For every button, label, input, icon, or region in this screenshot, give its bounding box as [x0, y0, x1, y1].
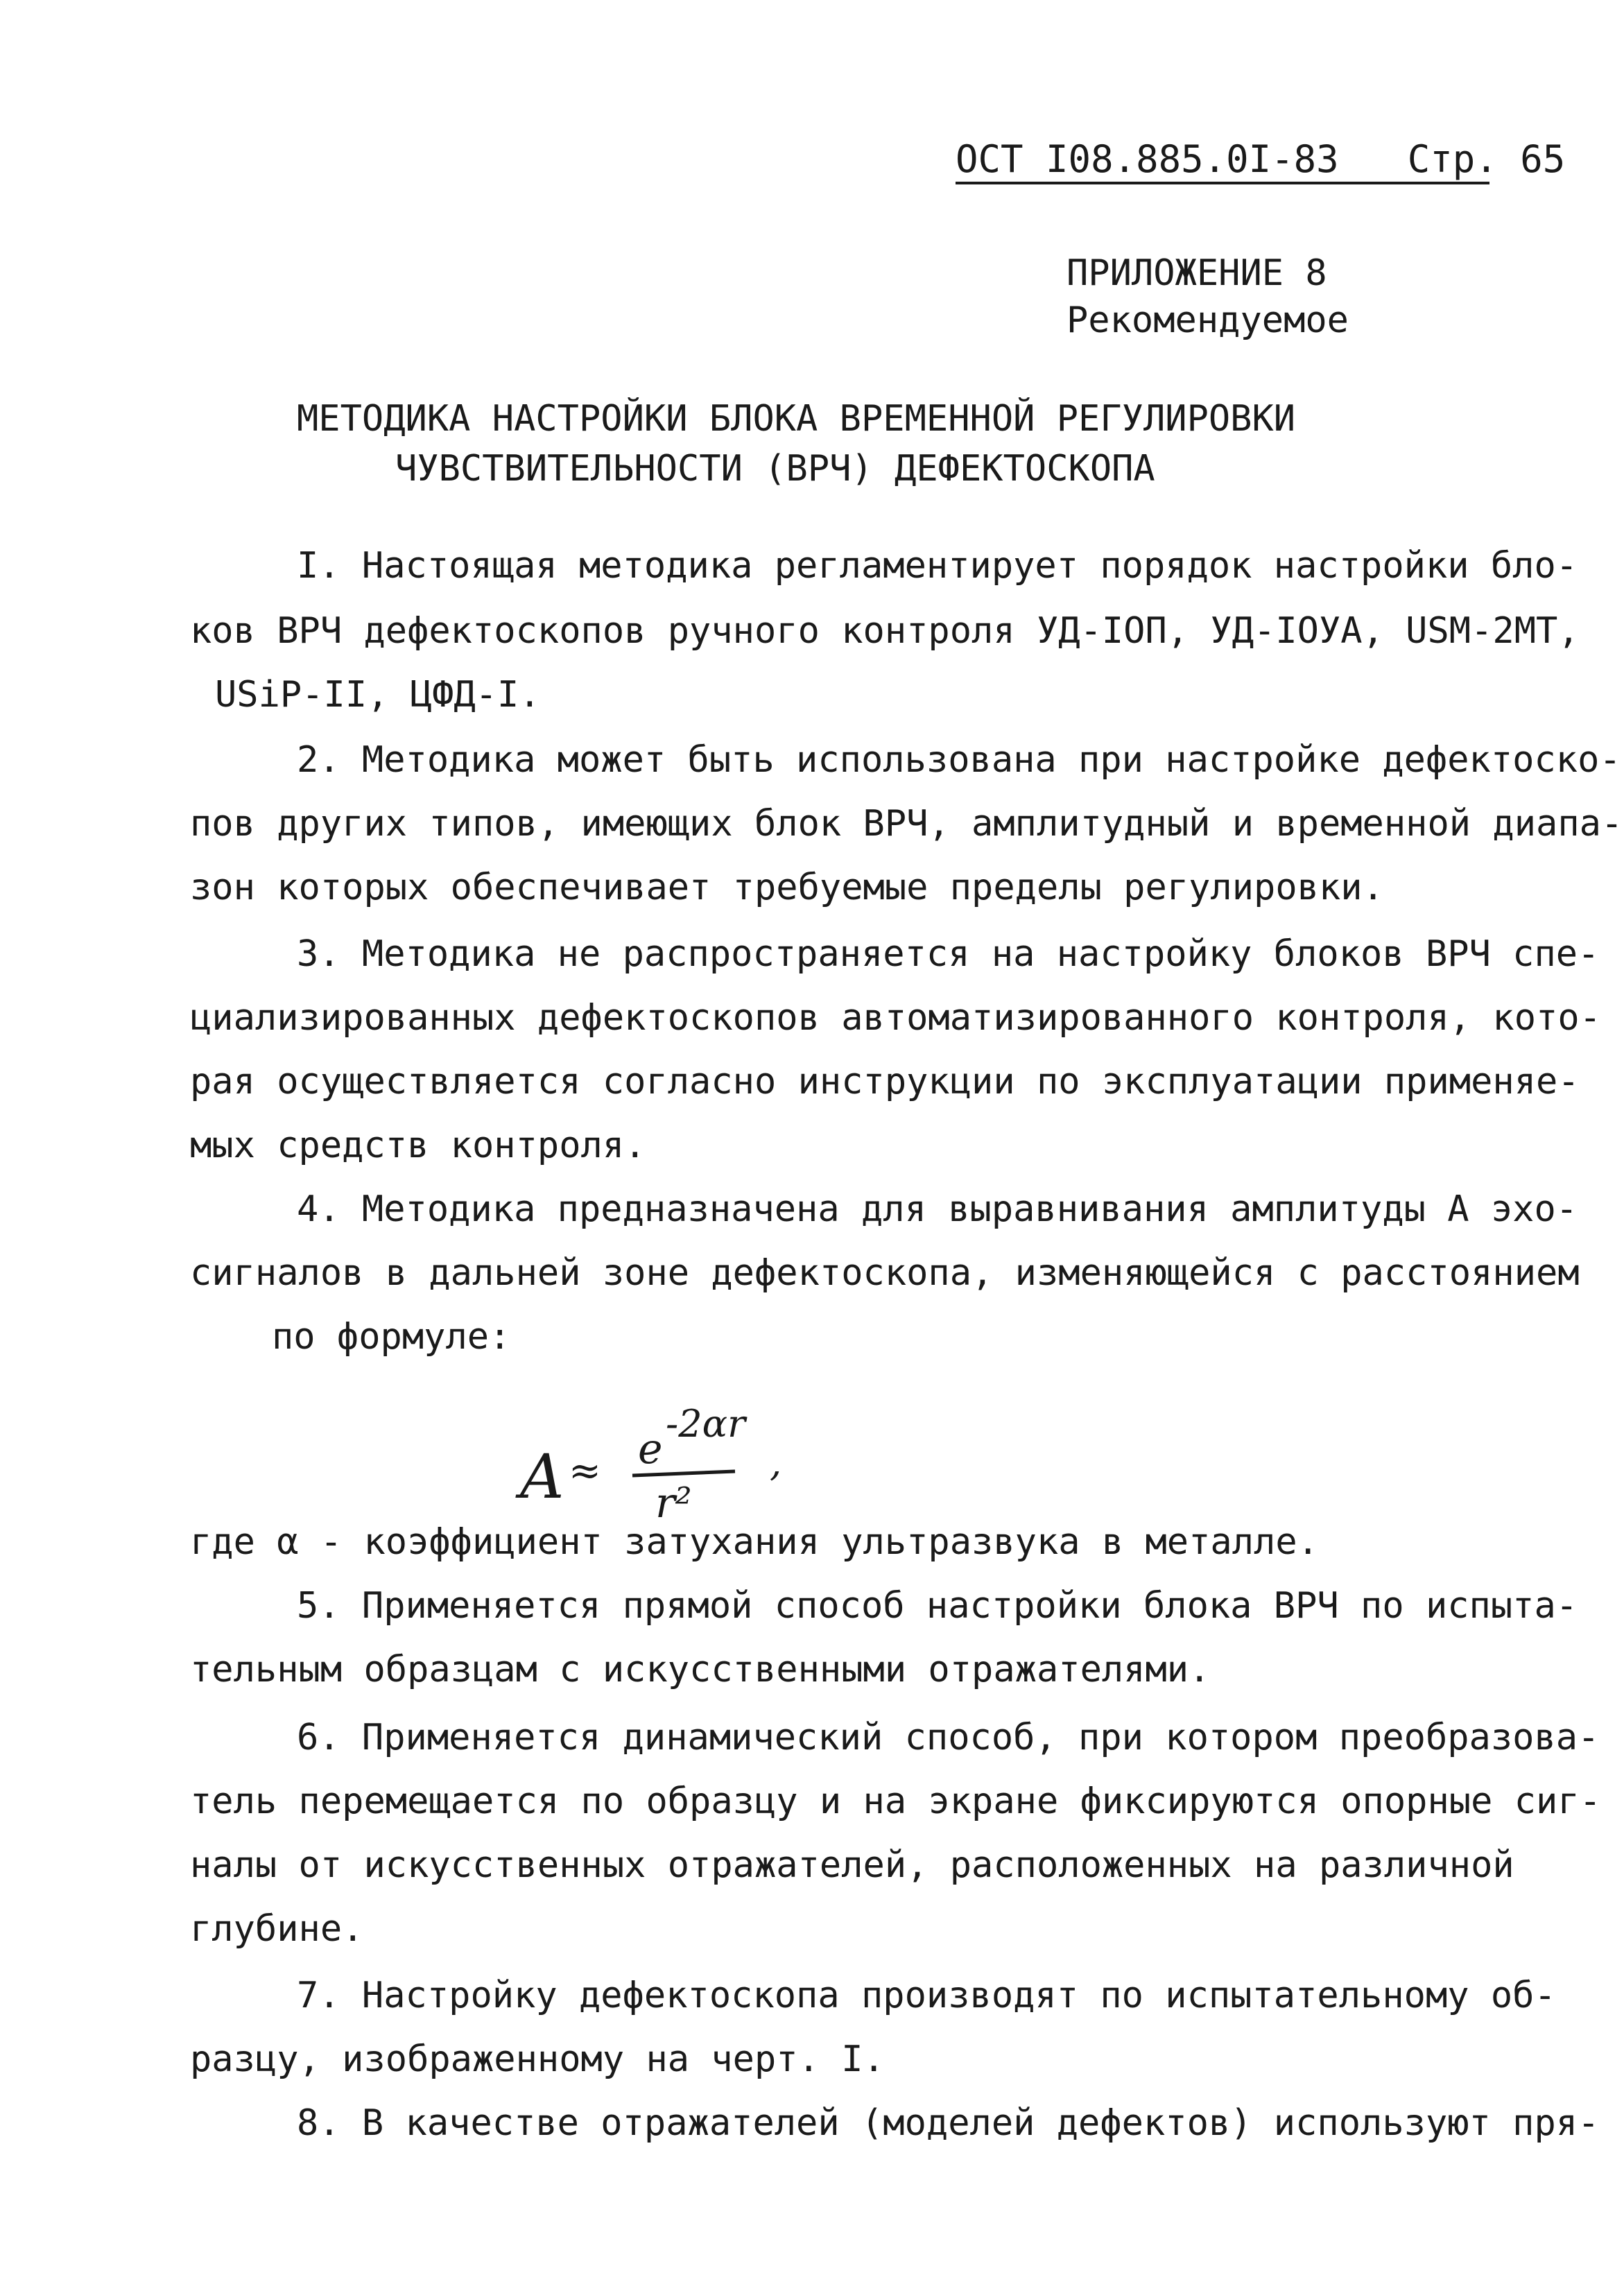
para-4-line-4: где α - коэффициент затухания ультразвука в металле. — [190, 1521, 1319, 1563]
doc-title-line2: ЧУВСТВИТЕЛЬНОСТИ (ВРЧ) ДЕФЕКТОСКОПА — [395, 448, 1155, 490]
formula-graphic — [513, 1394, 874, 1532]
formula-approx: ≈ — [569, 1448, 601, 1494]
para-1-line-1: I. Настоящая методика регламентирует порядок настройки бло- — [297, 545, 1578, 587]
para-5-line-1: 5. Применяется прямой способ настройки блока ВРЧ по испыта- — [297, 1585, 1578, 1627]
para-1-line-2: ков ВРЧ дефектоскопов ручного контроля УД-IОП, УД-IОУА, USM-2МТ, — [190, 610, 1580, 652]
page-number: Стр. 65 — [1407, 137, 1566, 181]
formula-denominator: r² — [655, 1479, 692, 1528]
appendix-subtitle: Рекомендуемое — [1066, 300, 1349, 341]
para-1-line-3: USiP-II, ЦФД-I. — [215, 674, 541, 716]
para-7-line-1: 7. Настройку дефектоскопа производят по испытательному об- — [297, 1975, 1556, 2016]
para-3-line-2: циализированных дефектоскопов автоматизированного контроля, кото- — [190, 997, 1601, 1039]
para-2-line-3: зон которых обеспечивает требуемые пределы регулировки. — [190, 867, 1384, 908]
doc-header — [956, 137, 1565, 181]
formula-base: e — [638, 1425, 663, 1473]
formula-comma: , — [770, 1441, 782, 1485]
attenuation-formula — [513, 1394, 874, 1532]
para-7-line-2: разцу, изображенному на черт. I. — [190, 2039, 885, 2080]
para-5-line-2: тельным образцам с искусственными отражателями. — [190, 1649, 1211, 1690]
para-2-line-1: 2. Методика может быть использована при настройке дефектоско- — [297, 739, 1621, 781]
formula-exponent: -2αr — [666, 1402, 745, 1446]
para-8-line-1: 8. В качестве отражателей (моделей дефектов) используют пря- — [297, 2102, 1600, 2144]
formula-lhs: A — [520, 1441, 564, 1512]
doc-title-line1: МЕТОДИКА НАСТРОЙКИ БЛОКА ВРЕМЕННОЙ РЕГУЛИРОВКИ — [297, 398, 1296, 440]
para-4-line-3: по формуле: — [272, 1316, 511, 1358]
appendix-title: ПРИЛОЖЕНИЕ 8 — [1066, 252, 1327, 294]
para-6-line-1: 6. Применяется динамический способ, при котором преобразова- — [297, 1717, 1600, 1758]
para-3-line-3: рая осуществляется согласно инструкции по эксплуатации применяе- — [190, 1061, 1580, 1102]
para-2-line-2: пов других типов, имеющих блок ВРЧ, амплитудный и временной диапа- — [190, 803, 1623, 845]
para-6-line-2: тель перемещается по образцу и на экране фиксируются опорные сиг- — [190, 1781, 1601, 1822]
para-3-line-4: мых средств контроля. — [190, 1125, 646, 1166]
para-6-line-4: глубине. — [190, 1908, 364, 1950]
para-3-line-1: 3. Методика не распространяется на настройку блоков ВРЧ спе- — [297, 933, 1600, 975]
standard-code: ОСТ I08.885.0I-83 — [956, 137, 1339, 181]
para-4-line-2: сигналов в дальней зоне дефектоскопа, изменяющейся с расстоянием — [190, 1252, 1580, 1294]
header-underline — [956, 182, 1489, 184]
para-6-line-3: налы от искусственных отражателей, расположенных на различной — [190, 1844, 1514, 1886]
para-4-line-1: 4. Методика предназначена для выравнивания амплитуды А эхо- — [297, 1188, 1578, 1230]
